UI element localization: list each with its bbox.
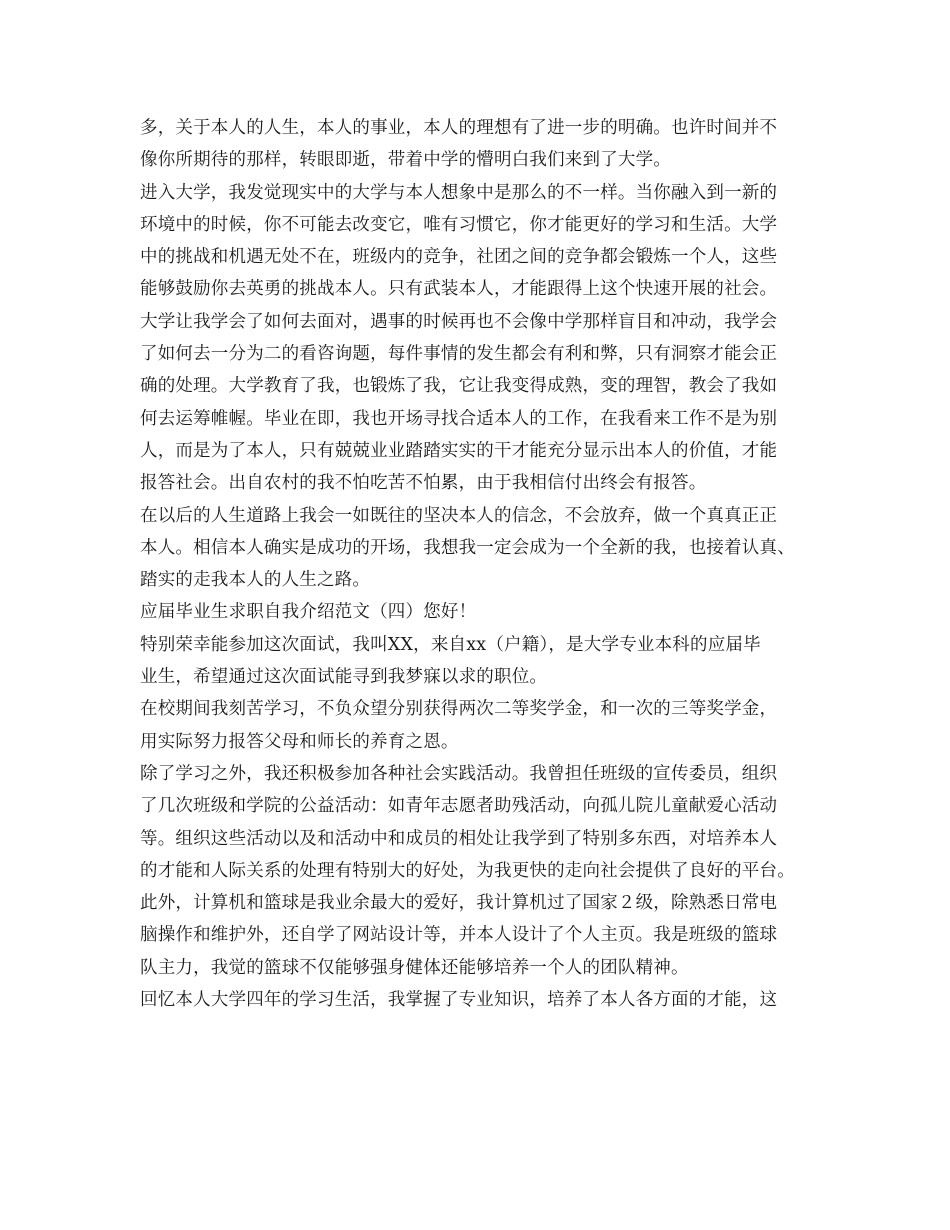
text-line: 环境中的时候，你不可能去改变它，唯有习惯它，你才能更好的学习和生活。大学	[140, 214, 778, 235]
document-body	[140, 112, 830, 1016]
text-line: 在以后的人生道路上我会一如既往的坚决本人的信念，不会放弃，做一个真真正正	[140, 505, 778, 526]
text-line: 了几次班级和学院的公益活动：如青年志愿者助残活动，向孤儿院儿童献爱心活动	[140, 796, 778, 817]
text-line: 能够鼓励你去英勇的挑战本人。只有武装本人，才能跟得上这个快速开展的社会。	[140, 279, 778, 300]
text-line: 何去运筹帷幄。毕业在即，我也开场寻找合适本人的工作，在我看来工作不是为别	[140, 408, 778, 429]
text-line: 在校期间我刻苦学习，不负众望分别获得两次二等奖学金，和一次的三等奖学金，	[140, 699, 778, 720]
text-line: 等。组织这些活动以及和活动中和成员的相处让我学到了特别多东西，对培养本人	[140, 828, 778, 849]
text-line: 业生，希望通过这次面试能寻到我梦寐以求的职位。	[140, 667, 548, 688]
text-line: 脑操作和维护外，还自学了网站设计等，并本人设计了个人主页。我是班级的篮球	[140, 925, 778, 946]
text-line: 报答社会。出自农村的我不怕吃苦不怕累，由于我相信付出终会有报答。	[140, 473, 707, 494]
text-line: 本人。相信本人确实是成功的开场，我想我一定会成为一个全新的我，也接着认真、	[140, 537, 795, 558]
text-line: 人，而是为了本人，只有兢兢业业踏踏实实的干才能充分显示出本人的价值，才能	[140, 440, 778, 461]
text-line: 此外，计算机和篮球是我业余最大的爱好，我计算机过了国家２级，除熟悉日常电	[140, 893, 778, 914]
text-line: 用实际努力报答父母和师长的养育之恩。	[140, 731, 459, 752]
section-heading: 应届毕业生求职自我介绍范文（四）您好！	[140, 602, 477, 623]
text-line: 回忆本人大学四年的学习生活，我掌握了专业知识，培养了本人各方面的才能，这	[140, 990, 778, 1011]
text-line: 多，关于本人的人生，本人的事业，本人的理想有了进一步的明确。也许时间并不	[140, 118, 778, 138]
text-line: 大学让我学会了如何去面对，遇事的时候再也不会像中学那样盲目和冲动，我学会	[140, 311, 778, 332]
text-line: 像你所期待的那样，转眼即逝，带着中学的懵明白我们来到了大学。	[140, 150, 671, 171]
text-line: 特别荣幸能参加这次面试，我叫XX，来自xx（户籍），是大学专业本科的应届毕	[140, 634, 761, 655]
text-line: 进入大学，我发觉现实中的大学与本人想象中是那么的不一样。当你融入到一新的	[140, 182, 778, 203]
text-line: 确的处理。大学教育了我，也锻炼了我，它让我变得成熟，变的理智，教会了我如	[140, 376, 778, 397]
text-line: 中的挑战和机遇无处不在，班级内的竞争，社团之间的竞争都会锻炼一个人，这些	[140, 247, 778, 268]
text-line: 的才能和人际关系的处理有特别大的好处，为我更快的走向社会提供了良好的平台。	[140, 860, 795, 881]
text-line: 队主力，我觉的篮球不仅能够强身健体还能够培养一个人的团队精神。	[140, 957, 689, 978]
text-line: 除了学习之外，我还积极参加各种社会实践活动。我曾担任班级的宣传委员，组织	[140, 763, 778, 784]
text-line: 了如何去一分为二的看咨询题，每件事情的发生都会有利和弊，只有洞察才能会正	[140, 344, 778, 365]
text-line: 踏实的走我本人的人生之路。	[140, 570, 371, 591]
